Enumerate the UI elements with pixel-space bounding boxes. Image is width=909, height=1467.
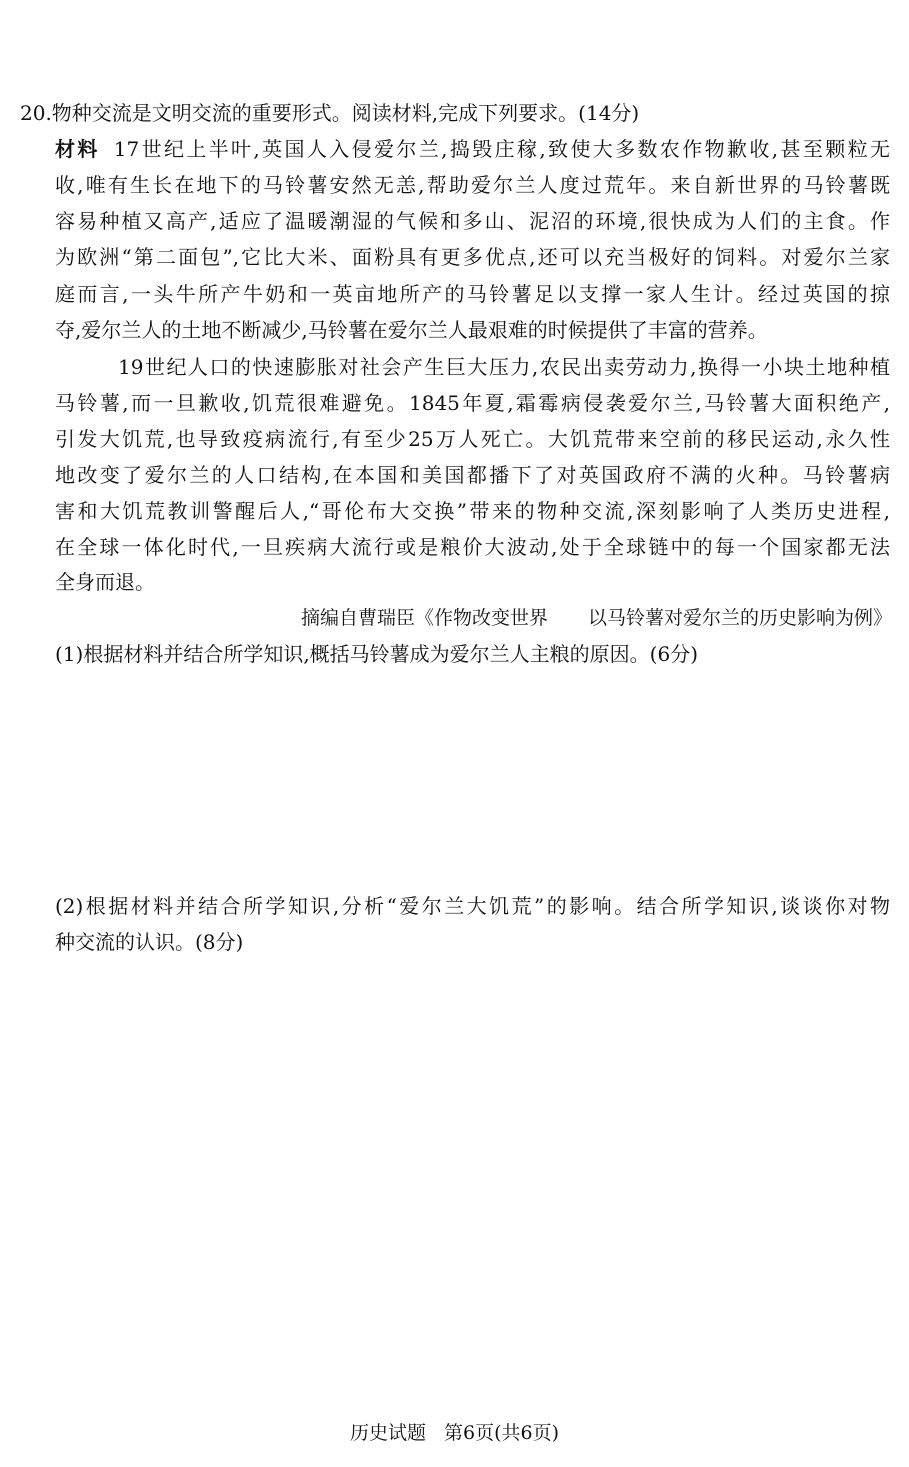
material-para2-line-5: 害和大饥荒教训警醒后人,“哥伦布大交换”带来的物种交流,深刻影响了人类历史进程,	[55, 499, 890, 523]
material-line-6: 夺,爱尔兰人的土地不断减少,马铃薯在爱尔兰人最艰难的时候提供了丰富的营养。	[55, 318, 768, 342]
material-line-1	[55, 134, 890, 164]
material-para2-line-7: 全身而退。	[55, 570, 155, 594]
footer-page-number: 第6页(共6页)	[444, 1422, 560, 1444]
material-label: 材料	[55, 137, 100, 161]
material-line-4: 为欧洲“第二面包”,它比大米、面粉具有更多优点,还可以充当极好的饲料。对爱尔兰家	[55, 245, 890, 269]
page-footer	[0, 1418, 909, 1448]
source-part-1: 摘编自曹瑞臣《作物改变世界	[300, 607, 548, 629]
material-source	[0, 603, 892, 633]
material-para2-line-2: 马铃薯,而一旦歉收,饥荒很难避免。1845年夏,霜霉病侵袭爱尔兰,马铃薯大面积绝产,	[55, 391, 890, 415]
material-line-3: 容易种植又高产,适应了温暖潮湿的气候和多山、泥沼的环境,很快成为人们的主食。作	[55, 209, 890, 233]
material-text: 17世纪上半叶,英国人入侵爱尔兰,捣毁庄稼,致使大多数农作物歉收,甚至颗粒无	[113, 137, 890, 161]
question-header: 20.物种交流是文明交流的重要形式。阅读材料,完成下列要求。(14分)	[20, 101, 640, 125]
material-para2-line-3: 引发大饥荒,也导致疫病流行,有至少25万人死亡。大饥荒带来空前的移民运动,永久性	[55, 427, 890, 451]
material-line-2: 收,唯有生长在地下的马铃薯安然无恙,帮助爱尔兰人度过荒年。来自新世界的马铃薯既	[55, 173, 890, 197]
footer-subject: 历史试题	[349, 1422, 426, 1444]
material-line-5: 庭而言,一头牛所产牛奶和一英亩地所产的马铃薯足以支撑一家人生计。经过英国的掠	[55, 282, 890, 306]
material-para2-line-6: 在全球一体化时代,一旦疾病大流行或是粮价大波动,处于全球链中的每一个国家都无法	[55, 535, 890, 559]
material-para2-line-1: 19世纪人口的快速膨胀对社会产生巨大压力,农民出卖劳动力,换得一小块土地种植	[118, 355, 890, 379]
sub-question-2-line-1: (2)根据材料并结合所学知识,分析“爱尔兰大饥荒”的影响。结合所学知识,谈谈你对物	[55, 894, 890, 918]
source-part-2: 以马铃薯对爱尔兰的历史影响为例》	[587, 607, 892, 629]
sub-question-1: (1)根据材料并结合所学知识,概括马铃薯成为爱尔兰人主粮的原因。(6分)	[55, 642, 699, 666]
sub-question-2-line-2: 种交流的认识。(8分)	[55, 930, 244, 954]
material-para2-line-4: 地改变了爱尔兰的人口结构,在本国和美国都播下了对英国政府不满的火种。马铃薯病	[55, 463, 890, 487]
